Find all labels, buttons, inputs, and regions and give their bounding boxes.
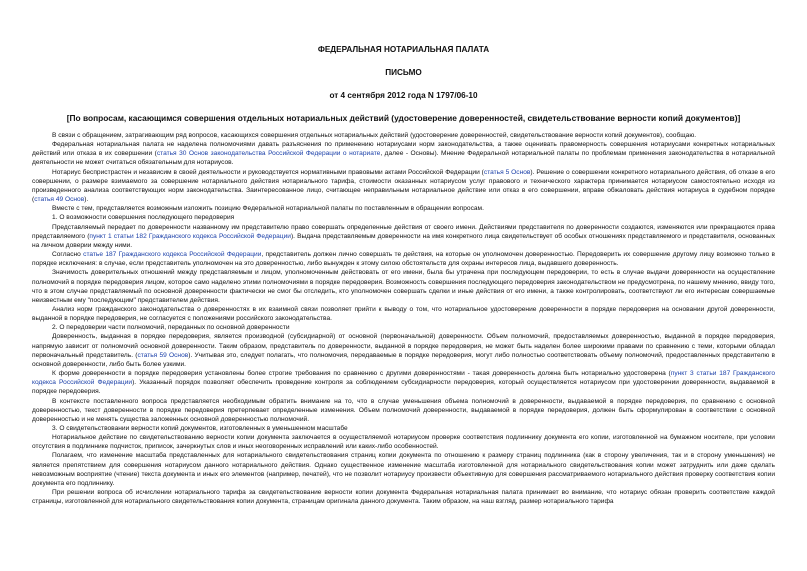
body-paragraph: [32, 332, 775, 369]
body-paragraph: [32, 204, 775, 213]
law-reference-link[interactable]: пункт 1 статьи 182 Гражданского кодекса Российской Федерации: [89, 232, 291, 240]
law-reference-link[interactable]: пункт 3 статьи 187 Гражданского кодекса Российской Федерации: [32, 370, 775, 387]
paragraph-text: Доверенность, выданная в порядке передоверия, является производной (субсидиарной) от основной (первоначальной) доверенности. Объем полномочий, предоставляемых доверенностью, выданной в порядке передоверия, напрямую зависит от полномочий основной доверенности. Таким образом, представитель по доверенности, выданной в порядке передоверия, не может быть наделен более широкими правами по сравнению с теми, которыми обладал первоначальный представитель. (: [32, 333, 775, 359]
paragraph-text: ).: [84, 196, 89, 204]
paragraph-text: 3. О свидетельствовании верности копий документов, изготовленных в уменьшенном масштабе: [52, 425, 348, 432]
law-reference-link[interactable]: статье 187 Гражданского кодекса Российской Федерации: [83, 251, 262, 259]
body-paragraph: [32, 451, 775, 488]
paragraph-text: Полагаем, что изменение масштаба представленных для нотариального свидетельствования страниц копии документа по отношению к размеру страниц подлинника (как в сторону увеличения, так и в сторону уменьшения) не является препятствием для совершения нотариусом данного нотариального действия. Однако существенное изменение масштаба изготовленной для нотариального свидетельствования копии может затруднить или даже сделать невозможным восприятие (чтение) текста документа и иных его элементов (например, печатей), что не позволит нотариусу произвести объективную для совершения рассматриваемого нотариального действия проверку соответствия копии документа его подлиннику.: [32, 452, 775, 487]
document-body: [32, 131, 775, 506]
paragraph-text: ). Учитывая это, следует полагать, что полномочия, передаваемые в порядке передоверия, могут либо полностью соответствовать объему полномочий, предоставленных представителю в основной доверенности, либо быть более узкими.: [32, 351, 775, 368]
section-heading: [32, 213, 775, 222]
paragraph-text: Федеральная нотариальная палата не наделена полномочиями давать разъяснения по применению нотариусами норм законодательства, а также оценивать правомерность совершения нотариусами конкретных нотариальных действий или отказа в их совершении (: [32, 141, 775, 158]
paragraph-text: ). Решение о совершении конкретного нотариального действия, об отказе в его совершении, о размере взимаемого за совершение нотариального действия нотариального тарифа, стоимости оказанных нотариусом услуг правового и технического характера принимается нотариусом самостоятельно исходя из произведенного анализа соответствующих норм законодательства. Заинтересованное лицо, считающее неправильным нотариальное действие или отказ в его совершении, вправе обжаловать действия нотариуса в судебном порядке (: [32, 168, 776, 204]
section-heading: [32, 323, 775, 332]
body-paragraph: [32, 305, 775, 323]
law-reference-link[interactable]: статья 30 Основ законодательства Российской Федерации о нотариате: [156, 150, 381, 158]
issuer-title: ФЕДЕРАЛЬНАЯ НОТАРИАЛЬНАЯ ПАЛАТА: [317, 45, 490, 54]
paragraph-text: Нотариальное действие по свидетельствованию верности копии документа заключается в осуществляемой нотариусом проверке соответствия подлиннику документа его копии, изготовленной на бумажном носителе, при условии отсутствия в подлиннике подчисток, приписок, зачеркнутых слов и иных неоговоренных исправлений или каких-либо особенностей.: [32, 434, 775, 451]
paragraph-text: При решении вопроса об исчислении нотариального тарифа за свидетельствование верности копии документа Федеральная нотариальная палата принимает во внимание, что нотариус обязан проверить соответствие каждой страницы, изготовленной для нотариального свидетельствования копии документа, страницам оригинала данного документа. Таким образом, на наш взгляд, размер нотариального тарифа: [32, 489, 775, 506]
document-subject: [По вопросам, касающимся совершения отдельных нотариальных действий (удостоверение доверенностей, свидетельствование верности копий документов)]: [66, 113, 741, 123]
paragraph-text: , далее - Основы). Мнение Федеральной нотариальной палаты по проблемам применения законодательства в нотариальной деятельности не может считаться обязательным для нотариусов.: [32, 150, 775, 167]
paragraph-text: ). Выдача представляемым доверенности на имя конкретного лица свидетельствует об особых отношениях представляемого и представителя, основанных на личном доверии между ними.: [32, 232, 775, 249]
document-type: ПИСЬМО: [385, 68, 422, 77]
paragraph-text: , представитель должен лично совершать те действия, на которые он уполномочен доверенностью. Передоверить их совершение другому лицу возможно только в порядке исключения: в случае, если представитель уполномочен на это доверенностью, либо вынужден к этому силою обстоятельств для охраны интересов лица, выдавшего доверенность.: [32, 251, 775, 268]
paragraph-text: К форме доверенности в порядке передоверия установлены более строгие требования по сравнению с другими доверенностями - такая доверенность должна быть нотариально удостоверена (: [52, 370, 671, 378]
paragraph-text: Значимость доверительных отношений между представляемым и лицом, уполномоченным действовать от его имени, была бы утрачена при последующем передоверии, то есть в случае выдачи доверенности на осуществление полномочий в порядке передоверия лицом, которое само наделено этими полномочиями в порядке передоверия. Возможность совершения последующего передоверия законодательством не предусмотрена, по нашему мнению, ввиду того, что в этом случае представляемый по основной доверенности фактически не смог бы отследить, кто уполномочен совершать сделки и иные действия от его имени, а также контролировать, соответствуют ли его интересам совершаемые неизвестным ему "последующим" представителем действия.: [32, 269, 775, 304]
body-paragraph: [32, 140, 775, 167]
paragraph-text: Нотариус беспристрастен и независим в своей деятельности и руководствуется нормативными правовыми актами Российской Федерации (: [52, 168, 484, 176]
paragraph-text: 2. О передоверии части полномочий, переданных по основной доверенности: [52, 324, 290, 332]
paragraph-text: ). Указанный порядок позволяет обеспечить проведение контроля за соблюдением субсидиарности передоверия, который осуществляется нотариусом при удостоверении доверенности, выдаваемой в порядке передоверия.: [32, 379, 776, 396]
paragraph-text: Анализ норм гражданского законодательства о доверенностях в их взаимной связи позволяет прийти к выводу о том, что нотариальное удостоверение доверенности в порядке передоверия на основании другой доверенности, выданной в порядке передоверия, не согласуется с положениями российского законодательства.: [32, 305, 775, 323]
body-paragraph: [32, 250, 775, 268]
paragraph-text: В контексте поставленного вопроса представляется необходимым обратить внимание на то, что в случае уменьшения объема полномочий в доверенности, выдаваемой в порядке передоверия, по сравнению с основной доверенностью, текст доверенности в порядке передоверия претерпевает определенные изменения. Объем полномочий доверенности, выдаваемой в порядке передоверия, должен быть сформулирован в соответствии с основной доверенностью и не менять существа заложенных основной доверенностью полномочий.: [32, 397, 775, 423]
law-reference-link[interactable]: статья 49 Основ: [34, 196, 85, 204]
paragraph-text: Вместе с тем, представляется возможным изложить позицию Федеральной нотариальной палаты по поставленным в обращении вопросам.: [52, 205, 484, 213]
body-paragraph: [32, 168, 775, 205]
paragraph-text: 1. О возможности совершения последующего передоверия: [52, 214, 235, 222]
paragraph-text: Представляемый передает по доверенности названному им представителю право совершать определенные действия от своего имени. Действиями представителя по доверенности создаются, изменяются или прекращаются права представляемого (: [32, 223, 775, 240]
body-paragraph: [32, 223, 775, 250]
body-paragraph: [32, 397, 775, 424]
law-reference-link[interactable]: статья 59 Основ: [137, 351, 189, 359]
section-heading: [32, 424, 775, 433]
body-paragraph: [32, 268, 775, 305]
body-paragraph: [32, 131, 775, 140]
document-date-number: от 4 сентября 2012 года N 1797/06-10: [329, 91, 478, 100]
body-paragraph: [32, 433, 775, 451]
paragraph-text: В связи с обращением, затрагивающим ряд вопросов, касающихся совершения отдельных нотариальных действий (удостоверение доверенностей, свидетельствование верности копий документов), сообщаю.: [52, 132, 697, 139]
law-reference-link[interactable]: статья 5 Основ: [483, 168, 531, 176]
paragraph-text: Согласно: [52, 251, 84, 259]
body-paragraph: [32, 369, 775, 396]
body-paragraph: [32, 488, 775, 506]
